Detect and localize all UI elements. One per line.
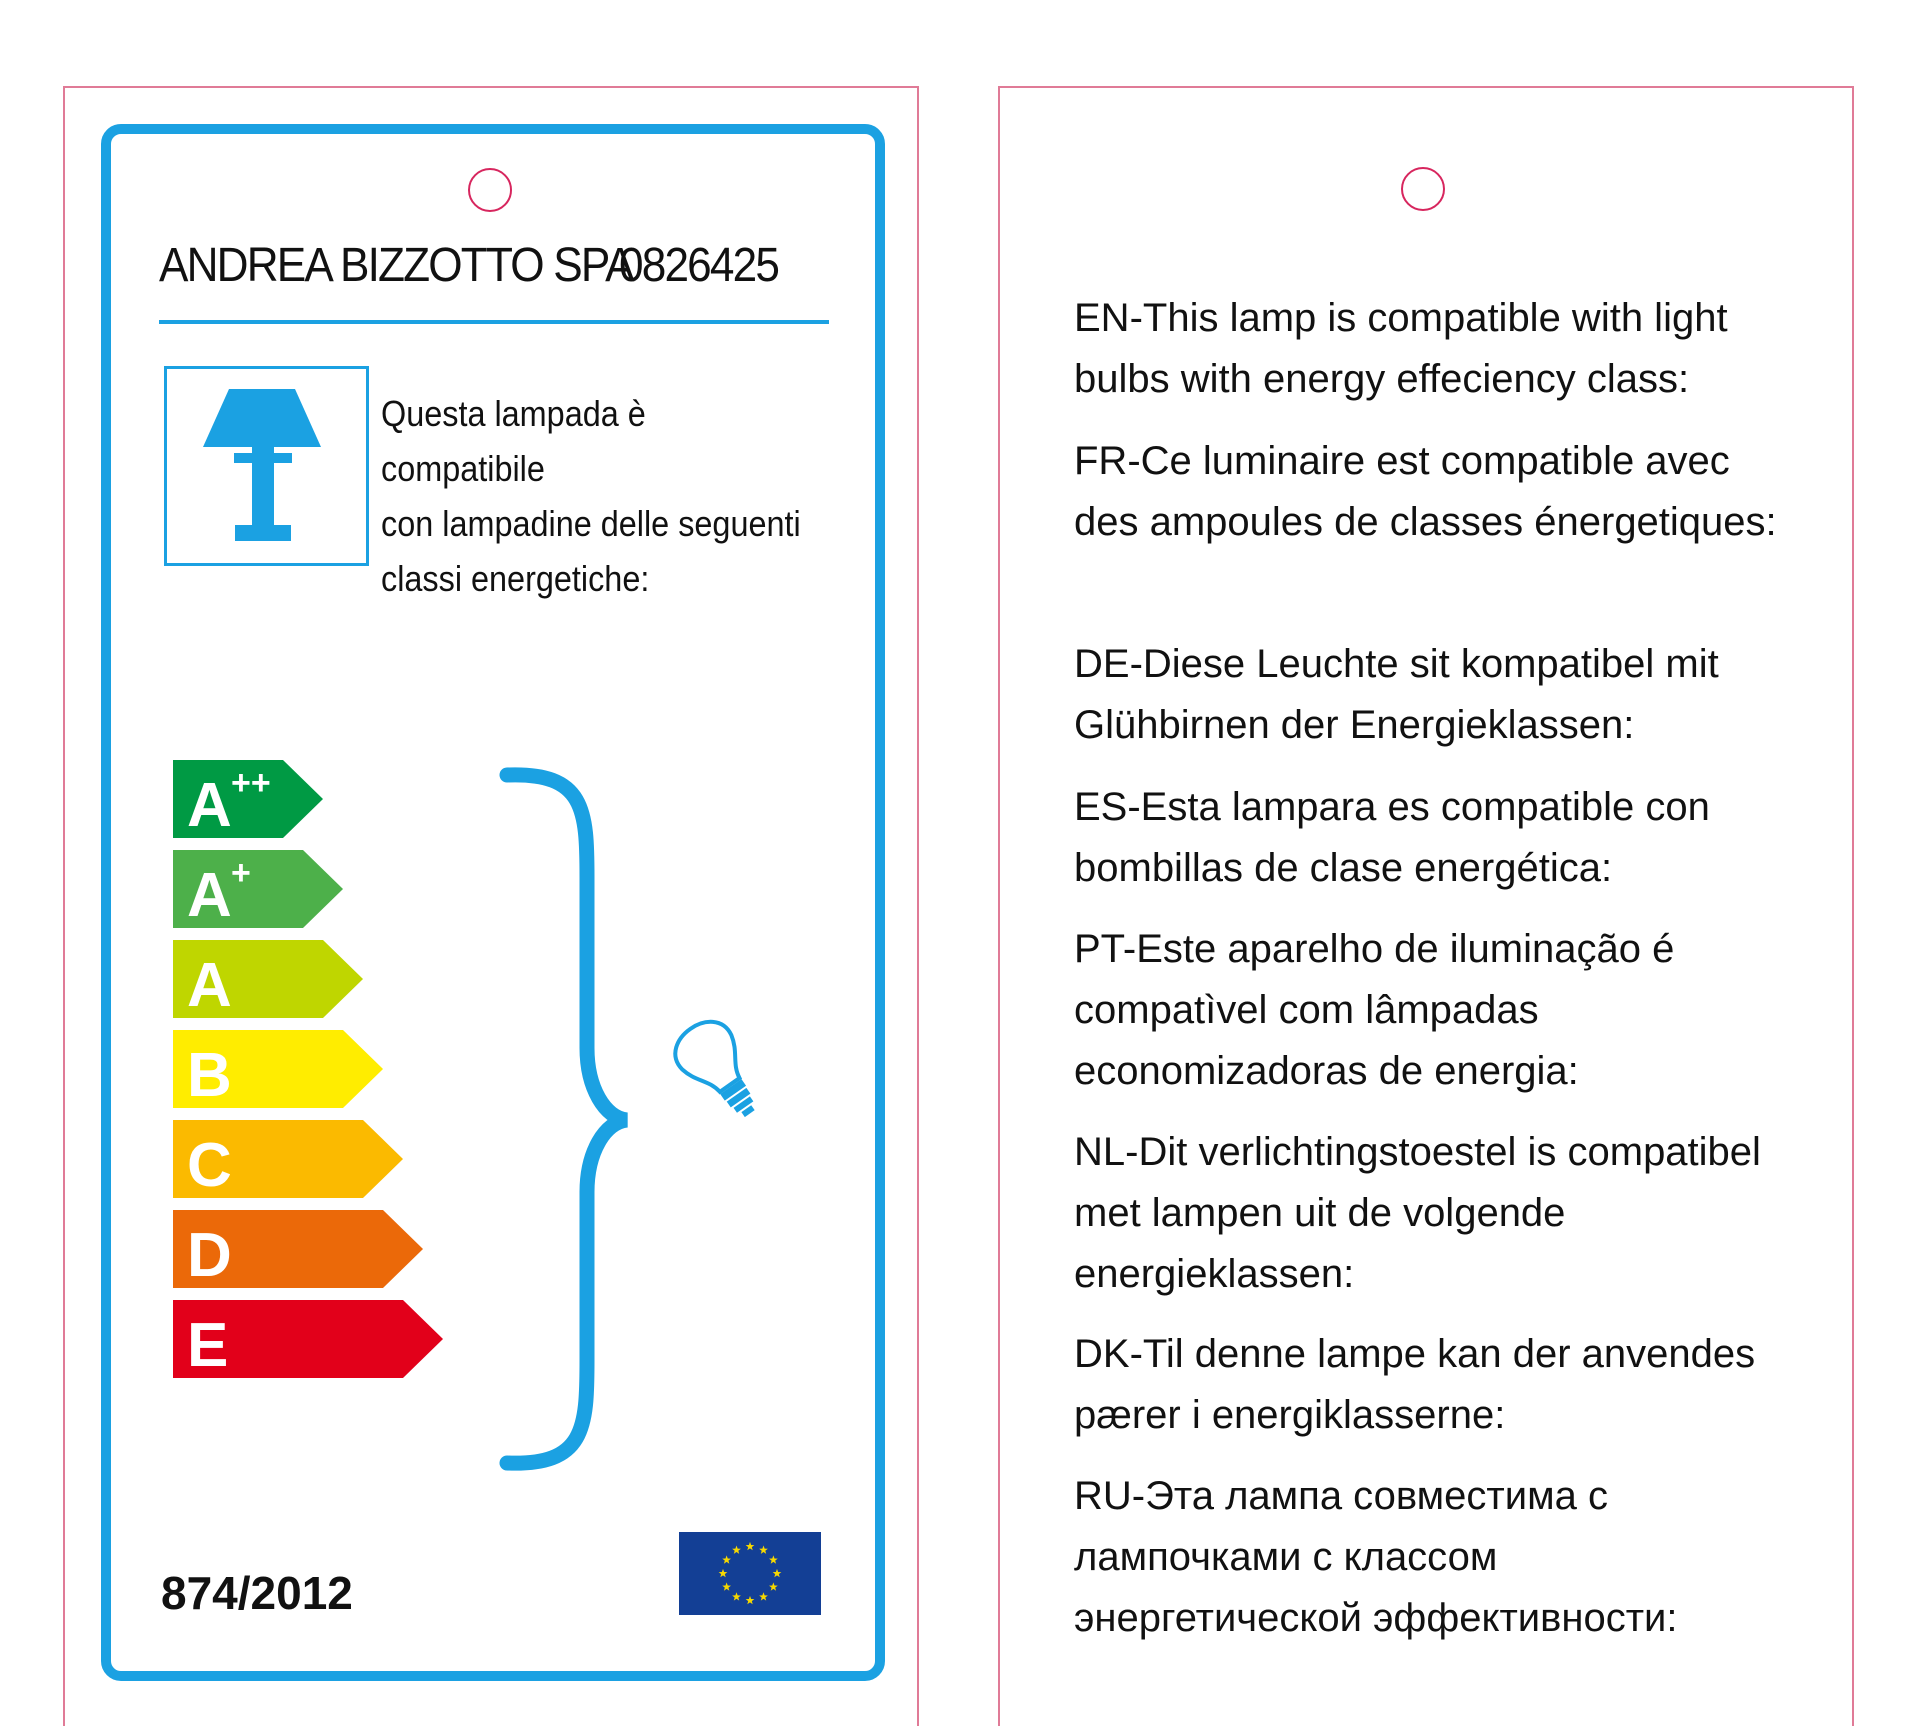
statement-es: ES-Esta lampara es compatible con bombillas de clase energética:	[1074, 785, 1710, 890]
energy-class-d	[173, 1210, 423, 1290]
eu-star-icon	[746, 1596, 755, 1604]
statement-pt: PT-Este aparelho de iluminação é compatìvel com lâmpadas economizadoras de energia:	[1074, 927, 1675, 1093]
eu-star-icon	[719, 1569, 728, 1577]
eu-star-icon	[732, 1546, 741, 1554]
energy-class-c	[173, 1120, 403, 1200]
hang-hole-icon	[1401, 167, 1445, 211]
statement-en: EN-This lamp is compatible with light bulbs with energy effeciency class:	[1074, 296, 1728, 401]
statement-ru: RU-Эта лампа совместима с лампочками с классом энергетической эффективности:	[1074, 1474, 1678, 1640]
product-code: 0826425	[619, 239, 779, 292]
eu-star-icon	[722, 1555, 731, 1563]
statement-nl: NL-Dit verlichtingstoestel is compatibel met lampen uit de volgende energieklassen:	[1074, 1130, 1761, 1296]
energy-class-superscript: ++	[231, 764, 271, 802]
regulation-number: 874/2012	[161, 1567, 353, 1619]
eu-star-icon	[759, 1546, 768, 1554]
energy-label-back-card	[998, 86, 1854, 1726]
energy-class-letter: B	[187, 1041, 232, 1110]
light-bulb-icon	[666, 1011, 775, 1131]
eu-star-icon	[732, 1592, 741, 1600]
statement-fr: FR-Ce luminaire est compatible avec des ampoules de classes énergetiques:	[1074, 439, 1777, 544]
eu-star-icon	[773, 1569, 782, 1577]
energy-class-superscript: +	[231, 854, 251, 892]
energy-class-letter: A	[187, 861, 232, 930]
eu-star-icon	[722, 1582, 731, 1590]
eu-star-icon	[769, 1582, 778, 1590]
energy-class-letter: A	[187, 771, 232, 840]
energy-class-a	[173, 940, 363, 1020]
company-name: ANDREA BIZZOTTO SPA	[159, 239, 633, 292]
energy-class-e	[173, 1300, 443, 1380]
energy-class-app	[173, 760, 323, 840]
energy-class-letter: C	[187, 1131, 232, 1200]
energy-class-ap	[173, 850, 343, 930]
eu-star-icon	[759, 1592, 768, 1600]
eu-star-icon	[746, 1542, 755, 1550]
eu-star-icon	[769, 1555, 778, 1563]
statement-dk: DK-Til denne lampe kan der anvendes pærer i energiklasserne:	[1074, 1332, 1756, 1437]
energy-class-letter: A	[187, 951, 232, 1020]
energy-label-front-card	[63, 86, 919, 1726]
bracket-brace	[507, 775, 627, 1463]
energy-class-scale	[65, 88, 921, 1728]
energy-class-letter: D	[187, 1221, 232, 1290]
energy-class-letter: E	[187, 1311, 229, 1380]
eu-flag-icon	[679, 1532, 821, 1615]
compatibility-text-it: Questa lampada è compatibile con lampadine delle seguenti classi energetiche:	[381, 393, 801, 599]
energy-class-b	[173, 1030, 383, 1110]
statement-de: DE-Diese Leuchte sit kompatibel mit Glühbirnen der Energieklassen:	[1074, 642, 1719, 747]
